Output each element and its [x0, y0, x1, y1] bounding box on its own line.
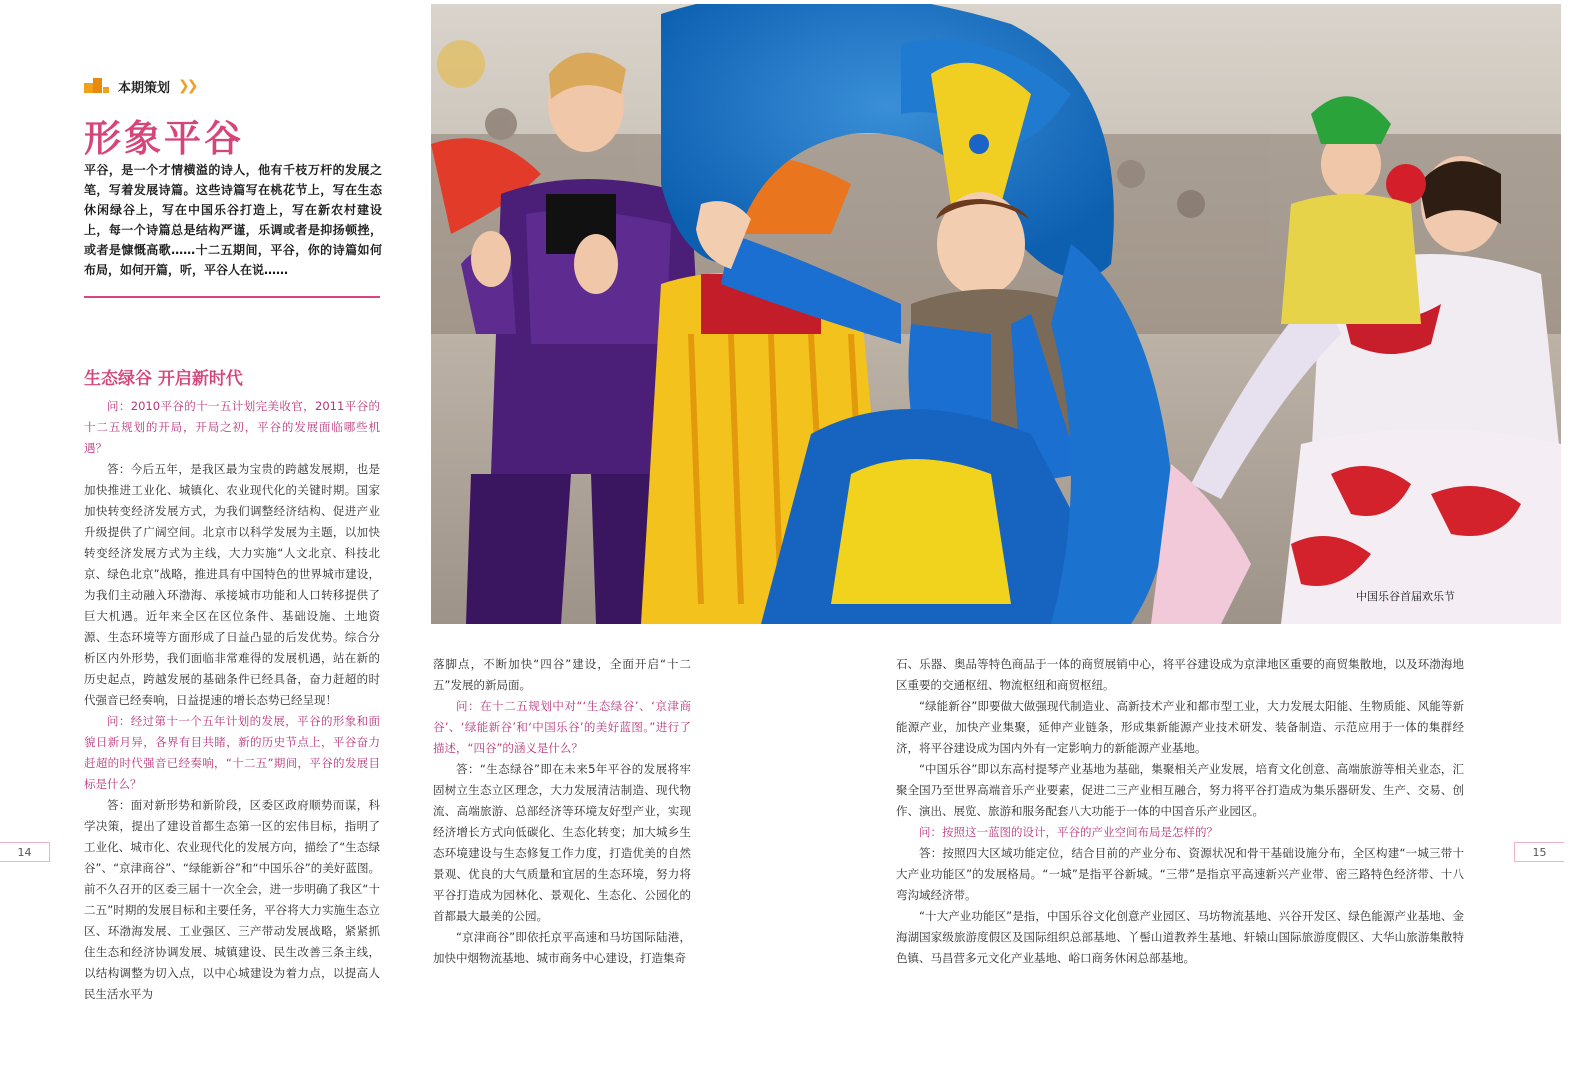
answer-paragraph: 答：今后五年，是我区最为宝贵的跨越发展期，也是加快推进工业化、城镇化、农业现代化的关键时期。国家加快转变经济发展方式，为我们调整经济结构、促进产业升级提供了广阔空间。北京市以科学发展为主题，以加快转变经济发展方式为主线，大力实施“人文北京、科技北京、绿色北京”战略，推进具有中国特色的世界城市建设，为我们主动融入环渤海、承接城市功能和人口转移提供了巨大机遇。近年来全区在区位条件、基础设施、土地资源、生态环境等方面形成了日益凸显的后发优势。综合分析区内外形势，我们面临非常难得的发展机遇，站在新的历史起点，跨越发展的基础条件已经具备，奋力赶超的时代强音已经奏响，日益提速的增长态势已经呈现！: [84, 462, 380, 707]
section-tag: [84, 76, 195, 96]
intro-paragraph: 平谷，是一个才情横溢的诗人，他有千枝万杆的发展之笔，写着发展诗篇。这些诗篇写在桃花节上，写在生态休闲绿谷上，写在中国乐谷打造上，写在新农村建设上，每一个诗篇总是结构严谨，乐调或者是抑扬顿挫，或者是慷慨高歌……十二五期间，平谷，你的诗篇如何布局，如何开篇，听，平谷人在说……: [84, 163, 382, 277]
page-title: 形象平谷: [84, 117, 244, 160]
photo-caption: 中国乐谷首届欢乐节: [1356, 590, 1455, 603]
answer-paragraph: 答：面对新形势和新阶段，区委区政府顺势而谋，科学决策，提出了建设首都生态第一区的宏伟目标，指明了工业化、城市化、农业现代化的发展方向，描绘了“生态绿谷”、“京津商谷”、“绿能新谷”和“中国乐谷”的美好蓝图。前不久召开的区委三届十一次全会，进一步明确了我区“十二五”时期的发展目标和主要任务，平谷将大力实施生态立区、环渤海发展、工业强区、三产带动发展战略，紧紧抓住生态和经济协调发展、城镇建设、民生改善三条主线，以结构调整为切入点，以中心城建设为着力点，以提高人民生活水平为: [84, 798, 380, 1001]
continued-paragraph: 落脚点，不断加快“四谷”建设，全面开启“十二五”发展的新局面。: [433, 657, 691, 692]
double-chevron-right-icon: ❯❯: [178, 78, 196, 94]
article-column-1: [84, 396, 380, 1005]
article-column-2: [433, 654, 691, 969]
festival-photo: [431, 4, 1561, 624]
answer-paragraph: “京津商谷”即依托京平高速和马坊国际陆港，加快中烟物流基地、城市商务中心建设，打造集奇: [433, 930, 691, 965]
question-paragraph: 问：按照这一蓝图的设计，平谷的产业空间布局是怎样的？: [919, 825, 1218, 839]
answer-paragraph: “十大产业功能区”是指，中国乐谷文化创意产业园区、马坊物流基地、兴谷开发区、绿色能源产业基地、金海湖国家级旅游度假区及国际组织总部基地、丫髻山道教养生基地、轩辕山国际旅游度假区、大华山旅游集散特色镇、马昌营多元文化产业基地、峪口商务休闲总部基地。: [896, 909, 1464, 965]
page-number-left: 14: [0, 842, 50, 862]
continued-paragraph: 石、乐器、奥品等特色商品于一体的商贸展销中心，将平谷建设成为京津地区重要的商贸集散地，以及环渤海地区重要的交通枢纽、物流枢纽和商贸枢纽。: [896, 657, 1464, 692]
page-number-right: 15: [1514, 842, 1564, 862]
festival-photo-illustration: [431, 4, 1561, 624]
answer-paragraph: “中国乐谷”即以东高村提琴产业基地为基础，集聚相关产业发展，培育文化创意、高端旅游等相关业态，汇聚全国乃至世界高端音乐产业要素，促进二三产业相互融合，努力将平谷打造成为集乐器研发、生产、交易、创作、演出、展览、旅游和服务配套八大功能于一体的中国音乐产业园区。: [896, 762, 1464, 818]
section-tag-label: 本期策划: [118, 80, 171, 96]
question-paragraph: 问：在十二五规划中对“‘生态绿谷’、‘京津商谷’、‘绿能新谷’和‘中国乐谷’的美好蓝图。”进行了描述，“四谷”的涵义是什么？: [433, 699, 691, 755]
answer-paragraph: “绿能新谷”即要做大做强现代制造业、高新技术产业和都市型工业，大力发展太阳能、生物质能、风能等新能源产业，加快产业集聚，延伸产业链条，形成集新能源产业技术研发、装备制造、示范应用于一体的集群经济，将平谷建设成为国内外有一定影响力的新能源产业基地。: [896, 699, 1464, 755]
question-paragraph: 问：经过第十一个五年计划的发展，平谷的形象和面貌日新月异，各界有目共睹，新的历史节点上，平谷奋力赶超的时代强音已经奏响，“十二五”期间，平谷的发展目标是什么？: [84, 714, 380, 791]
answer-paragraph: 答：“生态绿谷”即在未来5年平谷的发展将牢固树立生态立区理念，大力发展清洁制造、现代物流、高端旅游、总部经济等环境友好型产业，实现经济增长方式向低碳化、生态化转变；加大城乡生态环境建设与生态修复工作力度，打造优美的自然景观、优良的大气质量和宜居的生态环境，努力将平谷打造成为园林化、景观化、生态化、公园化的首都最大最美的公园。: [433, 762, 691, 923]
article-column-3: [896, 654, 1464, 969]
divider: [84, 296, 380, 298]
section-logo-icon: [84, 77, 110, 95]
question-paragraph: 问：2010平谷的十一五计划完美收官，2011平谷的十二五规划的开局，开局之初，平谷的发展面临哪些机遇？: [84, 399, 380, 455]
answer-paragraph: 答：按照四大区域功能定位，结合目前的产业分布、资源状况和骨干基础设施分布，全区构建“一城三带十大产业功能区”的发展格局。“一城”是指平谷新城。“三带”是指京平高速新兴产业带、密三路特色经济带、十八弯沟域经济带。: [896, 846, 1464, 902]
section-subtitle: 生态绿谷 开启新时代: [84, 369, 243, 389]
